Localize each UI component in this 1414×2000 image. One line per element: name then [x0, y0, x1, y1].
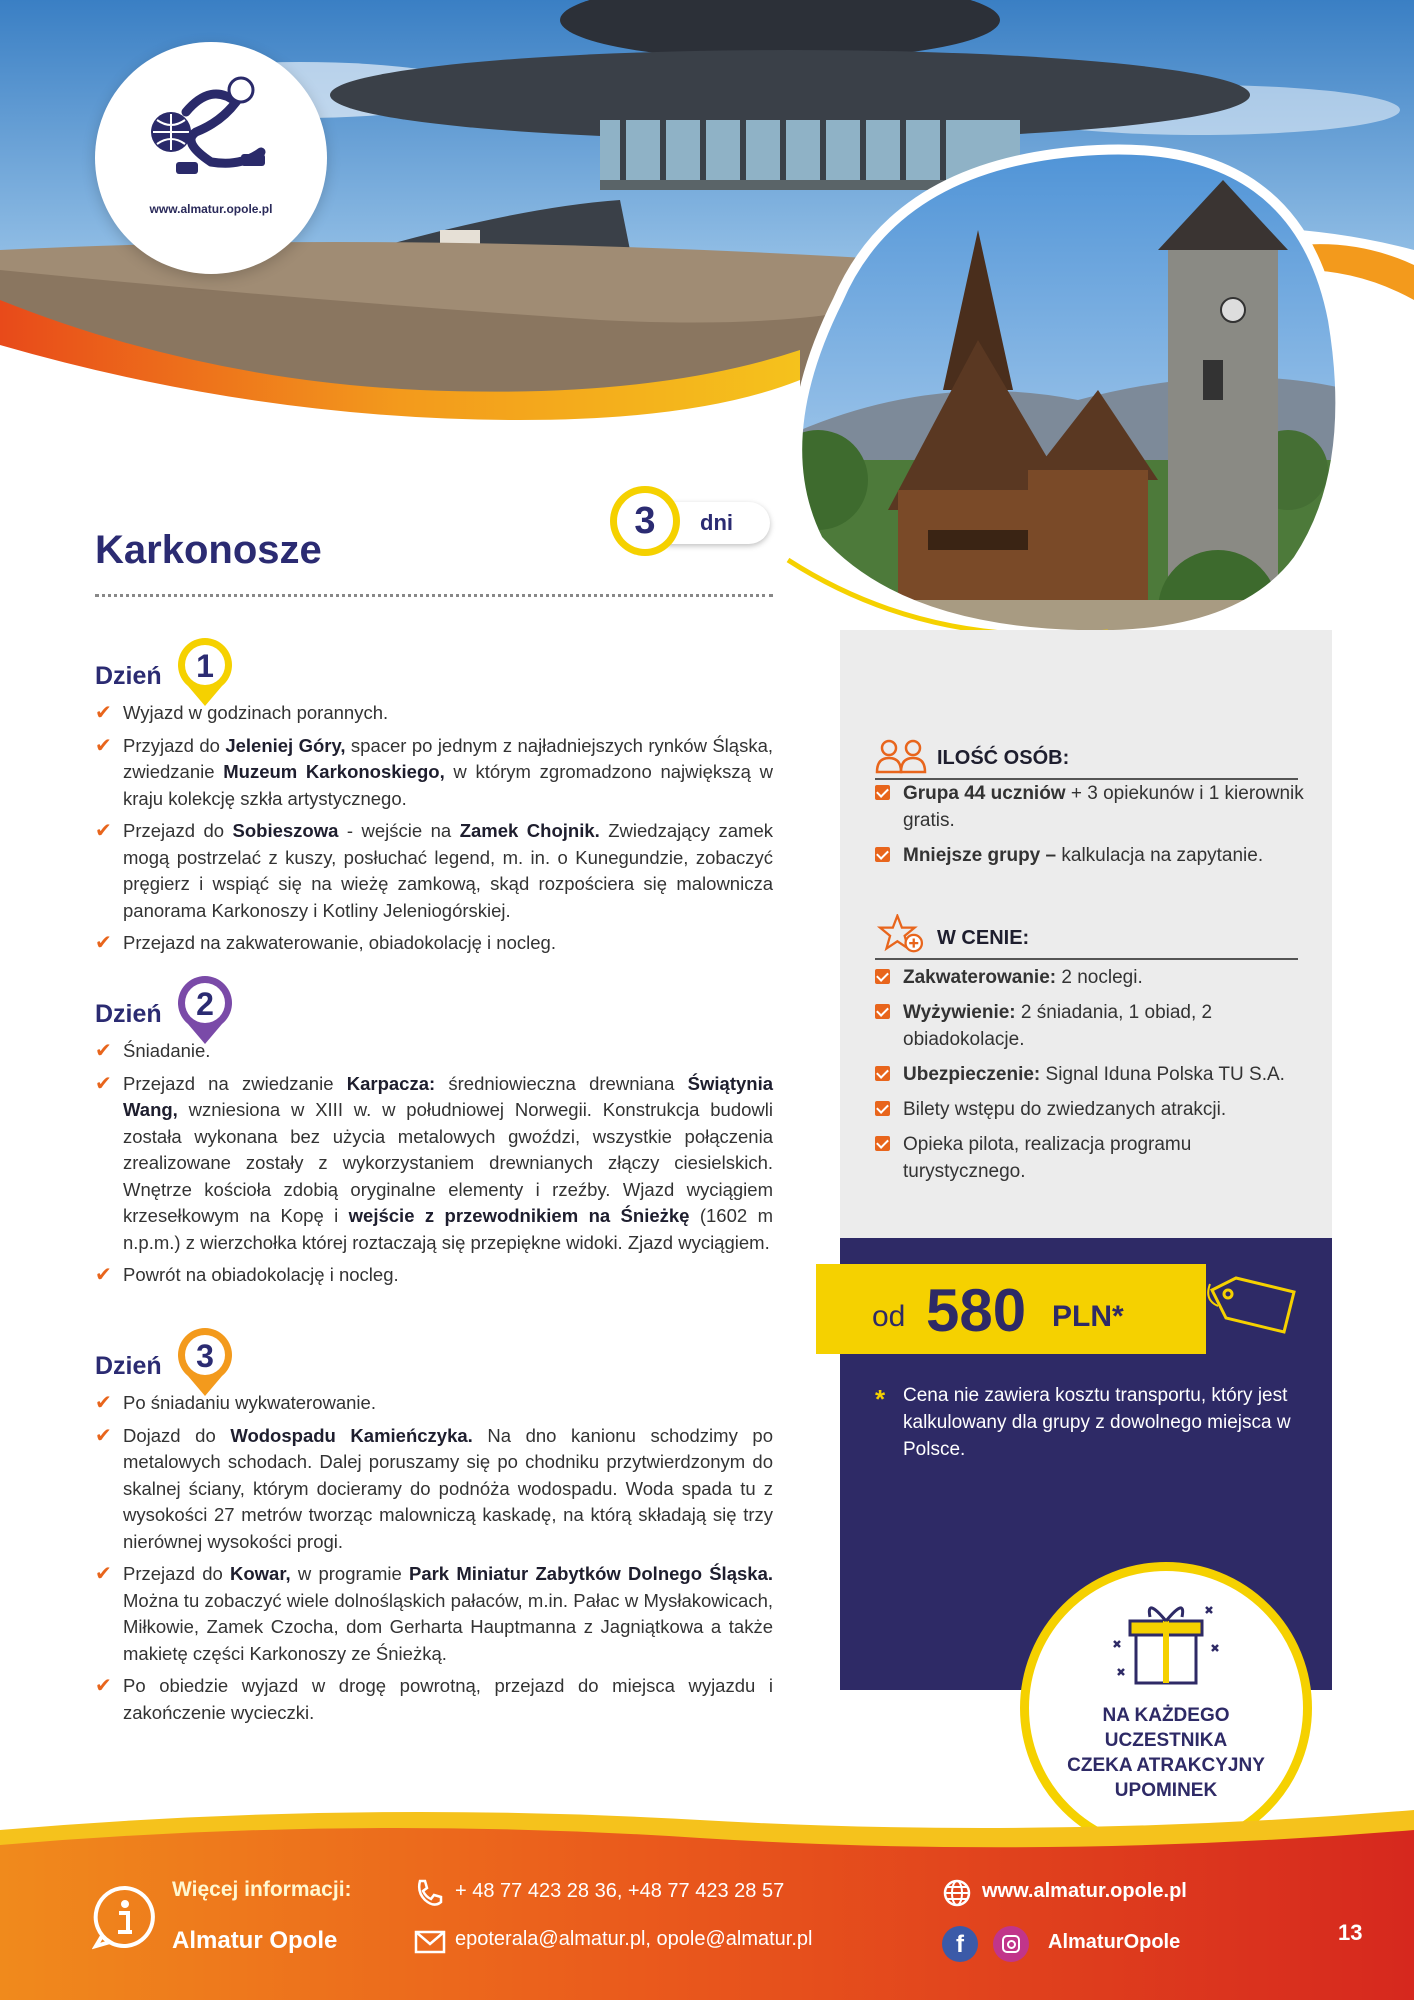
gift-line-4: UPOMINEK — [1114, 1780, 1218, 1801]
people-heading — [875, 722, 1298, 780]
checkmark-icon: ✔ — [95, 1424, 112, 1447]
day-1-list — [95, 700, 773, 963]
included-list — [875, 964, 1315, 1193]
day-2-label: Dzień — [95, 1000, 162, 1028]
checkbox-icon — [875, 1136, 890, 1151]
footer-email[interactable]: epoterala@almatur.pl, opole@almatur.pl — [455, 1928, 813, 1950]
gift-icon — [1106, 1595, 1226, 1695]
price-tag-icon — [1206, 1270, 1302, 1340]
price-note: Cena nie zawiera kosztu transportu, który jest kalkulowany dla grupy z dowolnego miejsca w Polsce. — [903, 1385, 1291, 1460]
footer-info-label: Więcej informacji: — [172, 1878, 352, 1901]
checkmark-icon: ✔ — [95, 702, 112, 724]
email-icon — [414, 1930, 446, 1954]
checkbox-icon — [875, 847, 890, 862]
footer-phone[interactable]: + 48 77 423 28 36, +48 77 423 28 57 — [455, 1880, 785, 1902]
list-item: Opieka pilota, realizacja programu turystycznego. — [875, 1131, 1315, 1185]
list-item: ✔ Przejazd do Kowar, w programie Park Miniatur Zabytków Dolnego Śląska. Można tu zobaczyć wiele dolnośląskich pałaców, m.in. Pałac w Mysłakowicach, Miłkowie, Zamek Czocha, dom Gerharta Hauptmanna z Jagniątkowa a także makietę części Karkonoszy ze Śnieżką. — [95, 1563, 773, 1664]
list-item: Wyżywienie: 2 śniadania, 1 obiad, 2 obiadokolacje. — [875, 999, 1315, 1053]
star-badge-icon — [875, 914, 927, 954]
note-asterisk: * — [875, 1384, 886, 1414]
day-3-label: Dzień — [95, 1352, 162, 1380]
footer-social-handle[interactable]: AlmaturOpole — [1048, 1931, 1181, 1953]
checkmark-icon: ✔ — [95, 734, 112, 757]
info-icon — [92, 1884, 158, 1950]
list-item: ✔ Przyjazd do Jeleniej Góry, spacer po jednym z najładniejszych rynków Śląska, zwiedzanie Muzeum Karkonoskiego, w którym zgromadzono największą w kraju kolekcję szkła artystycznego. — [95, 734, 774, 809]
gift-line-1: NA KAŻDEGO — [1102, 1705, 1230, 1726]
gift-text — [1029, 1703, 1303, 1803]
list-item: ✔ Po śniadaniu wykwaterowanie. — [95, 1390, 773, 1417]
day-3-heading — [95, 1352, 162, 1381]
list-item: ✔ Po obiedzie wyjazd w drogę powrotną, przejazd do miejsca wyjazdu i zakończenie wycieczki. — [95, 1675, 773, 1723]
checkmark-icon: ✔ — [95, 1392, 112, 1414]
price-prefix: od — [872, 1300, 906, 1333]
day-2-heading — [95, 1000, 162, 1029]
list-item: ✔ Dojazd do Wodospadu Kamieńczyka. Na dno kanionu schodzimy po metalowych schodach. Dalej poruszamy się po chodniku przytwierdzonym do skalnej ściany, którym docieramy do podnóża wodospadu. Woda spada tu z wysokości 27 metrów tworząc malowniczą kaskadę, na którą składają się trzy nierównej wysokości progi. — [95, 1424, 773, 1552]
facebook-icon[interactable]: f — [942, 1926, 978, 1962]
day-1-heading — [95, 662, 162, 691]
checkmark-icon: ✔ — [95, 1675, 112, 1697]
day-2-list — [95, 1038, 773, 1295]
list-item: Bilety wstępu do zwiedzanych atrakcji. — [875, 1096, 1315, 1123]
day-1-label: Dzień — [95, 662, 162, 690]
included-heading — [875, 900, 1298, 960]
duration-number: 3 — [617, 493, 673, 549]
people-heading-text: ILOŚĆ OSÓB: — [937, 747, 1070, 769]
checkbox-icon — [875, 969, 890, 984]
day-2-number: 2 — [196, 986, 214, 1022]
day-1-number: 1 — [196, 648, 214, 684]
checkbox-icon — [875, 1101, 890, 1116]
day-3-list — [95, 1390, 773, 1732]
list-item: ✔ Śniadanie. — [95, 1038, 773, 1065]
duration-unit: dni — [700, 510, 733, 535]
logo-badge[interactable] — [95, 42, 327, 274]
list-item: ✔ Wyjazd w godzinach porannych. — [95, 700, 773, 727]
checkmark-icon: ✔ — [95, 1563, 112, 1585]
checkbox-icon — [875, 785, 890, 800]
included-heading-text: W CENIE: — [937, 927, 1030, 949]
list-item: Grupa 44 uczniów + 3 opiekunów i 1 kierownik gratis. — [875, 780, 1315, 834]
day-1-marker-icon — [176, 638, 234, 708]
checkbox-icon — [875, 1004, 890, 1019]
day-3-marker-icon — [176, 1328, 234, 1398]
checkmark-icon: ✔ — [95, 1072, 112, 1095]
list-item: ✔ Przejazd na zakwaterowanie, obiadokolację i nocleg. — [95, 930, 773, 957]
price-value: 580 — [926, 1277, 1027, 1344]
duration-badge — [610, 486, 770, 558]
day-3-number: 3 — [196, 1338, 214, 1374]
list-item: ✔ Przejazd do Sobieszowa - wejście na Zamek Chojnik. Zwiedzający zamek mogą postrzelać z kuszy, posłuchać legend, m. in. o Kunegundzie, zobaczyć pręgierz i wspiąć się na wieżę zamkową, skąd rozpościera się malownicza panorama Karkonoszy i Kotliny Jeleniogórskiej. — [95, 820, 773, 921]
day-2-marker-icon — [176, 976, 234, 1046]
checkmark-icon: ✔ — [95, 820, 112, 842]
page-number: 13 — [1338, 1920, 1363, 1945]
people-list — [875, 780, 1315, 877]
globe-icon — [942, 1878, 972, 1908]
price-currency: PLN* — [1052, 1300, 1124, 1333]
checkmark-icon: ✔ — [95, 1264, 112, 1286]
page-title: Karkonosze — [95, 528, 322, 572]
list-item: Mniejsze grupy – kalkulacja na zapytanie. — [875, 842, 1315, 869]
gift-line-2: UCZESTNIKA — [1104, 1730, 1228, 1751]
instagram-icon[interactable] — [993, 1926, 1029, 1962]
phone-icon — [414, 1878, 444, 1908]
list-item: ✔ Powrót na obiadokolację i nocleg. — [95, 1262, 773, 1289]
checkmark-icon: ✔ — [95, 932, 112, 954]
list-item: ✔ Przejazd na zwiedzanie Karpacza: średniowieczna drewniana Świątynia Wang, wzniesiona w XIII w. w południowej Norwegii. Konstrukcja budowli została wykonana bez użycia metalowych gwoździ, wszystkie połączenia zrealizowane zostały z wykorzystaniem drewnianych złączy ciesielskich. Wnętrze kościoła zdobią oryginalne elementy i rzeźby. Wjazd wyciągiem krzesełkowym na Kopę i wejście z przewodnikiem na Śnieżkę (1602 m n.p.m.) z wierzchołka której roztaczają się przepiękne widoki. Zjazd wyciągiem. — [95, 1072, 774, 1253]
title-divider — [95, 594, 773, 597]
logo-url: www.almatur.opole.pl — [149, 202, 273, 216]
almatur-logo-icon — [141, 72, 281, 192]
church-photo — [778, 140, 1350, 640]
footer-website[interactable]: www.almatur.opole.pl — [982, 1880, 1187, 1902]
list-item: Zakwaterowanie: 2 noclegi. — [875, 964, 1315, 991]
checkbox-icon — [875, 1066, 890, 1081]
checkmark-icon: ✔ — [95, 1040, 112, 1062]
list-item: Ubezpieczenie: Signal Iduna Polska TU S.A. — [875, 1061, 1315, 1088]
people-icon — [875, 734, 927, 774]
gift-line-3: CZEKA ATRAKCYJNY — [1067, 1755, 1265, 1776]
footer-brand: Almatur Opole — [172, 1927, 338, 1954]
